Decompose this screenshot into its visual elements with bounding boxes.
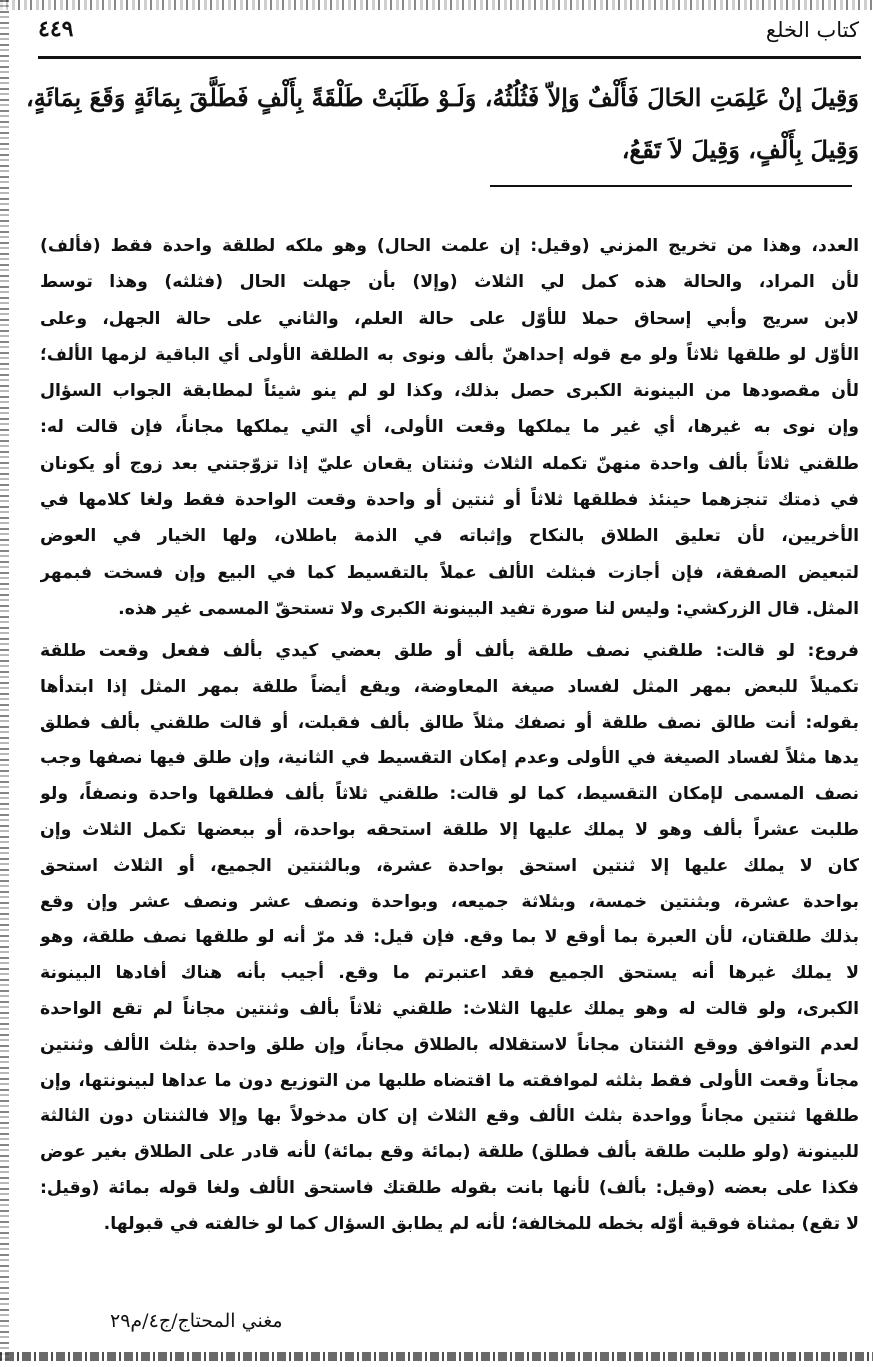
commentary-line: المثل. قال الزركشي: وليس لنا صورة تفيد البينونة الكبرى ولا تستحقّ المسمى غير هذه. [118, 598, 859, 619]
commentary-line: لا يملك غيرها أنه يستحق الجميع فقد اعتبرتم ما وقع. أجيب بأنه هناك أفادها البينونة [40, 963, 859, 984]
commentary-line: الكبرى، ولو قالت له وهو يملك عليها الثلاث: طلقني ثلاثاً بألف وثنتين مجاناً لم تقع الواحدة [40, 998, 859, 1019]
footer-signature: مغني المحتاج/ج٤/م٢٩ [110, 1310, 283, 1332]
commentary-line: لأن مقصودها من البينونة الكبرى حصل بذلك، وكذا لو لم ينو شيئاً لمطابقة الجواب السؤال [40, 381, 859, 402]
decorative-border-bottom [0, 1352, 873, 1361]
decorative-border-left [0, 0, 9, 1360]
header-rule [38, 56, 861, 59]
page-header [38, 14, 859, 50]
commentary-line: فروع: لو قالت: طلقني نصف طلقة بألف أو طلق بعضي كيدي بألف ففعل وقعت طلقة [40, 641, 859, 661]
commentary-line: لابن سريج وأبي إسحاق حملا للأوّل على حالة العلم، والثاني على حالة الجهل، وعلى [40, 308, 859, 329]
matn-line: وَقِيلَ إنْ عَلِمَتِ الحَالَ فَأَلْفٌ وَإلاّ فَثُلُثُهُ، وَلَـوْ طَلَبَتْ طَلْقَةً بِأَلْفٍ فَطَلَّقَ بِمَائَةٍ وَقَعَ بِمَائَةٍ، [25, 83, 859, 112]
commentary-paragraph-1 [40, 228, 859, 627]
commentary-paragraph-2 [40, 634, 859, 1243]
commentary-line: بواحدة عشرة، وبثنتين خمسة، وبثلاثة جميعه، وبواحدة ونصف عشر ونصف عشر وإن وقع [40, 891, 859, 912]
commentary-line: لعدم التوافق ووقع الثنتان مجاناً لاستقلاله بالطلاق مجاناً، وإن طلق واحدة بثلث الألف وثنتين [40, 1034, 859, 1055]
commentary-line: بذلك طلقتان، لأن العبرة بما أوقع لا بما وقع. فإن قيل: قد مرّ أنه لو طلقها نصف طلقة، وهو [40, 927, 859, 948]
commentary-line: الأوّل لو طلقها ثلاثاً ولو مع قوله إحداهنّ بألف ونوى به الطلقة الأولى أي الباقية لزمها الألف؛ [40, 344, 859, 365]
decorative-border-top [0, 0, 873, 10]
matn-line: وَقِيلَ بِأَلْفٍ، وَقِيلَ لاَ تَقَعُ، [621, 135, 859, 164]
commentary-line: طلقها ثنتين مجاناً وواحدة بثلث الألف وقع الثلاث إن كان مدخولاً بها وإلا فالثنتان دون الثالثة [40, 1106, 859, 1127]
commentary-line: وإن نوى به غيرها، أي غير ما يملكها وقعت الأولى، أي التي يملكها مجاناً، فإن قالت له: [40, 417, 859, 438]
commentary-line: للبينونة (ولو طلبت طلقة بألف فطلق) طلقة (بمائة وقع بمائة) لأنه قادر على الطلاق بغير عوض [40, 1142, 859, 1163]
matn-text [25, 72, 859, 176]
commentary-line: العدد، وهذا من تخريج المزني (وقيل: إن علمت الحال) وهو ملكه لطلقة واحدة فقط (فألف) [40, 236, 859, 256]
commentary-line: بقوله: أنت طالق نصف طلقة أو نصفك مثلاً طالق بألف فقبلت، أو قالت طلقني بألف فطلق [40, 712, 859, 733]
commentary-line: طلبت عشراً بألف وهو لا يملك عليها إلا طلقة استحقه بواحدة، أو ببعضها تكمل الثلاث وإن [40, 819, 859, 840]
commentary-line: في ذمتك تنجزهما حينئذ فطلقها ثلاثاً أو ثنتين أو واحدة وقعت الواحدة فقط ولغا كلامها في [40, 490, 859, 511]
commentary-line: تكميلاً للبعض بمهر المثل لفساد صيغة المعاوضة، ويقع أيضاً طلقة بمهر المثل إذا ابتدأها [40, 676, 859, 697]
commentary-line: يدها مثلاً لفساد الصيغة في الأولى وعدم إمكان التقسيط في الثانية، وإن طلق فيها نصفها وجب [40, 748, 859, 769]
page-number: ٤٤٩ [38, 16, 74, 42]
running-title: كتاب الخلع [765, 18, 859, 42]
matn-separator-rule [490, 185, 852, 187]
commentary-line: فكذا على بعضه (وقيل: بألف) لأنها بانت بقوله طلقتك فاستحق الألف ولغا قوله بمائة (وقيل: [40, 1177, 859, 1198]
commentary-line: لا تقع) بمثناة فوقية أوّله بخطه للمخالفة؛ لأنه لم يطابق السؤال كما لو خالفته في قبولها. [103, 1213, 859, 1234]
commentary-line: مجاناً وقعت الأولى فقط بثلثه لموافقته ما اقتضاه طلبها من التوزيع دون ما عداها لبينونتها، وإن [40, 1070, 859, 1091]
commentary-line: لأن المراد، والحالة هذه كمل لي الثلاث (وإلا) بأن جهلت الحال (فثلثه) وهذا توسط [40, 272, 859, 293]
commentary-line: كان لا يملك عليها إلا ثنتين استحق بواحدة عشرة، وبالثنتين الجميع، أو الثلاث استحق [40, 855, 859, 876]
commentary-line: نصف المسمى لإمكان التقسيط، كما لو قالت: طلقني ثلاثاً بألف فطلقها واحدة ونصفاً، ولو [40, 784, 859, 805]
commentary-line: الأخريين، لأن تعليق الطلاق بالنكاح وإثباته في الذمة باطلان، ولها الخيار في العوض [40, 526, 859, 547]
commentary-line: طلقني ثلاثاً بألف واحدة منهنّ تكمله الثلاث وثنتان يقعان عليّ إذا تزوّجتني بعد زوج أو يكونان [40, 453, 859, 474]
commentary-line: لتبعيض الصفقة، فإن أجازت فبثلث الألف عملاً بالتقسيط كما في البيع وإن فسخت فبمهر [40, 562, 859, 583]
